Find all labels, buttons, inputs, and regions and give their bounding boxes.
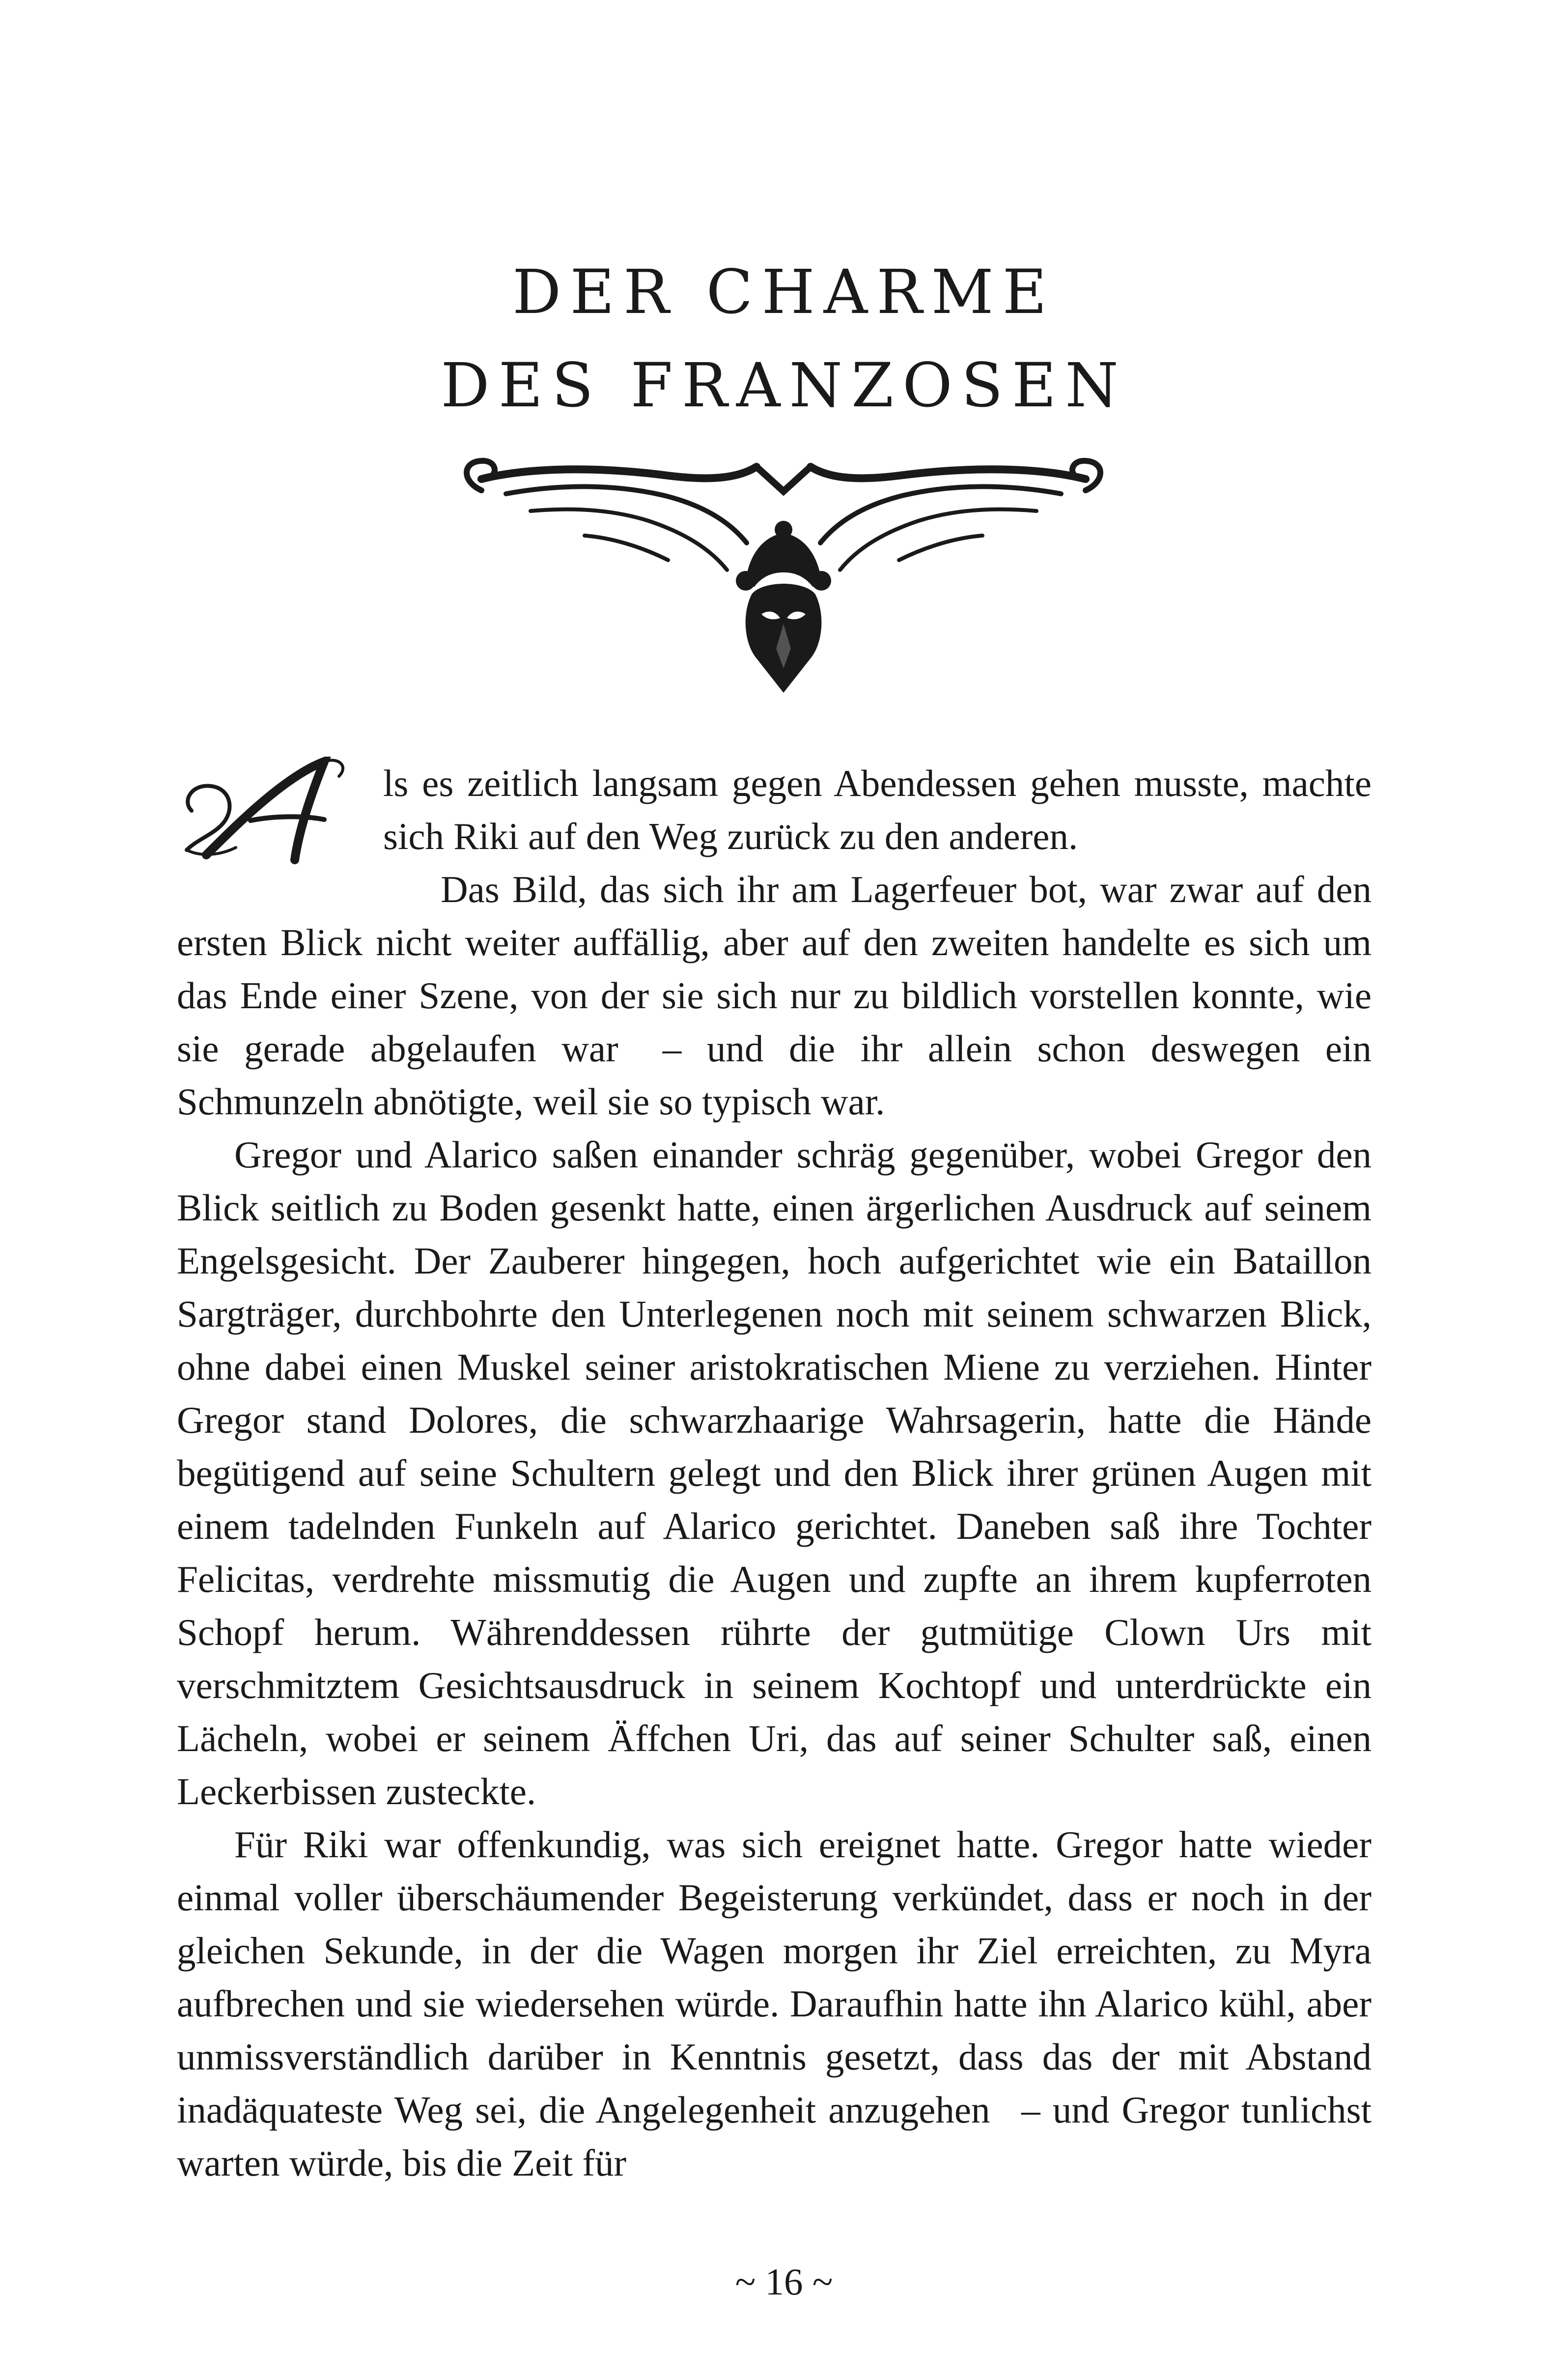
- chapter-text: [177, 757, 1372, 2189]
- paragraph-2: Das Bild, das sich ihr am Lagerfeuer bot, war zwar auf den ersten Blick nicht weiter auffällig, aber auf den zweiten handelte es sich um das Ende einer Szene, von der sie sich nur zu bildlich vorstellen konnte, wie sie gerade abgelaufen war – und die ihr allein schon deswegen ein Schmunzeln abnötigte, weil sie so typisch war.: [177, 868, 1372, 1123]
- jester-raven-ornament-icon: [452, 452, 1115, 708]
- paragraph-3: Gregor und Alarico saßen einander schräg gegenüber, wobei Gregor den Blick seitlich zu Boden gesenkt hatte, einen ärgerlichen Ausdruck auf seinem Engelsgesicht. Der Zauberer hingegen, hoch aufgerichtet wie ein Bataillon Sargträger, durchbohrte den Unterlegenen noch mit seinem schwarzen Blick, ohne dabei einen Muskel seiner aristokratischen Miene zu verziehen. Hinter Gregor stand Dolores, die schwarzhaarige Wahrsagerin, hatte die Hände begütigend auf seine Schultern gelegt und den Blick ihrer grünen Augen mit einem tadelnden Funkeln auf Alarico gerichtet. Daneben saß ihre Tochter Felicitas, verdrehte missmutig die Augen und zupfte an ihrem kupferroten Schopf herum. Währenddessen rührte der gutmütige Clown Urs mit verschmitztem Gesichtsausdruck in seinem Kochtopf und unterdrückte ein Lächeln, wobei er seinem Äffchen Uri, das auf seiner Schulter saß, einen Leckerbissen zusteckte.: [177, 1133, 1372, 1813]
- chapter-title-line-1: DER CHARME: [512, 257, 1056, 328]
- page-number: ~ 16 ~: [735, 2261, 833, 2303]
- paragraph-1-text: ls es zeitlich langsam gegen Abendessen gehen musste, machte sich Riki auf den Weg zurück zu den anderen.: [383, 762, 1372, 857]
- chapter-title: [0, 246, 1568, 432]
- paragraph-1: [177, 757, 1372, 863]
- paragraph-4: Für Riki war offenkundig, was sich ereignet hatte. Gregor hatte wieder einmal voller überschäumender Begeisterung verkündet, dass er noch in der gleichen Sekunde, in der die Wagen morgen ihr Ziel erreichten, zu Myra aufbrechen und sie wiedersehen würde. Daraufhin hatte ihn Alarico kühl, aber unmissverständlich darüber in Kenntnis gesetzt, dass das der mit Abstand inadäquateste Weg sei, die Angelegenheit anzugehen – und Gregor tunlichst warten würde, bis die Zeit für: [177, 1823, 1372, 2184]
- dropcap-letter-a-icon: [177, 757, 364, 865]
- chapter-title-line-2: DES FRANZOSEN: [441, 350, 1127, 421]
